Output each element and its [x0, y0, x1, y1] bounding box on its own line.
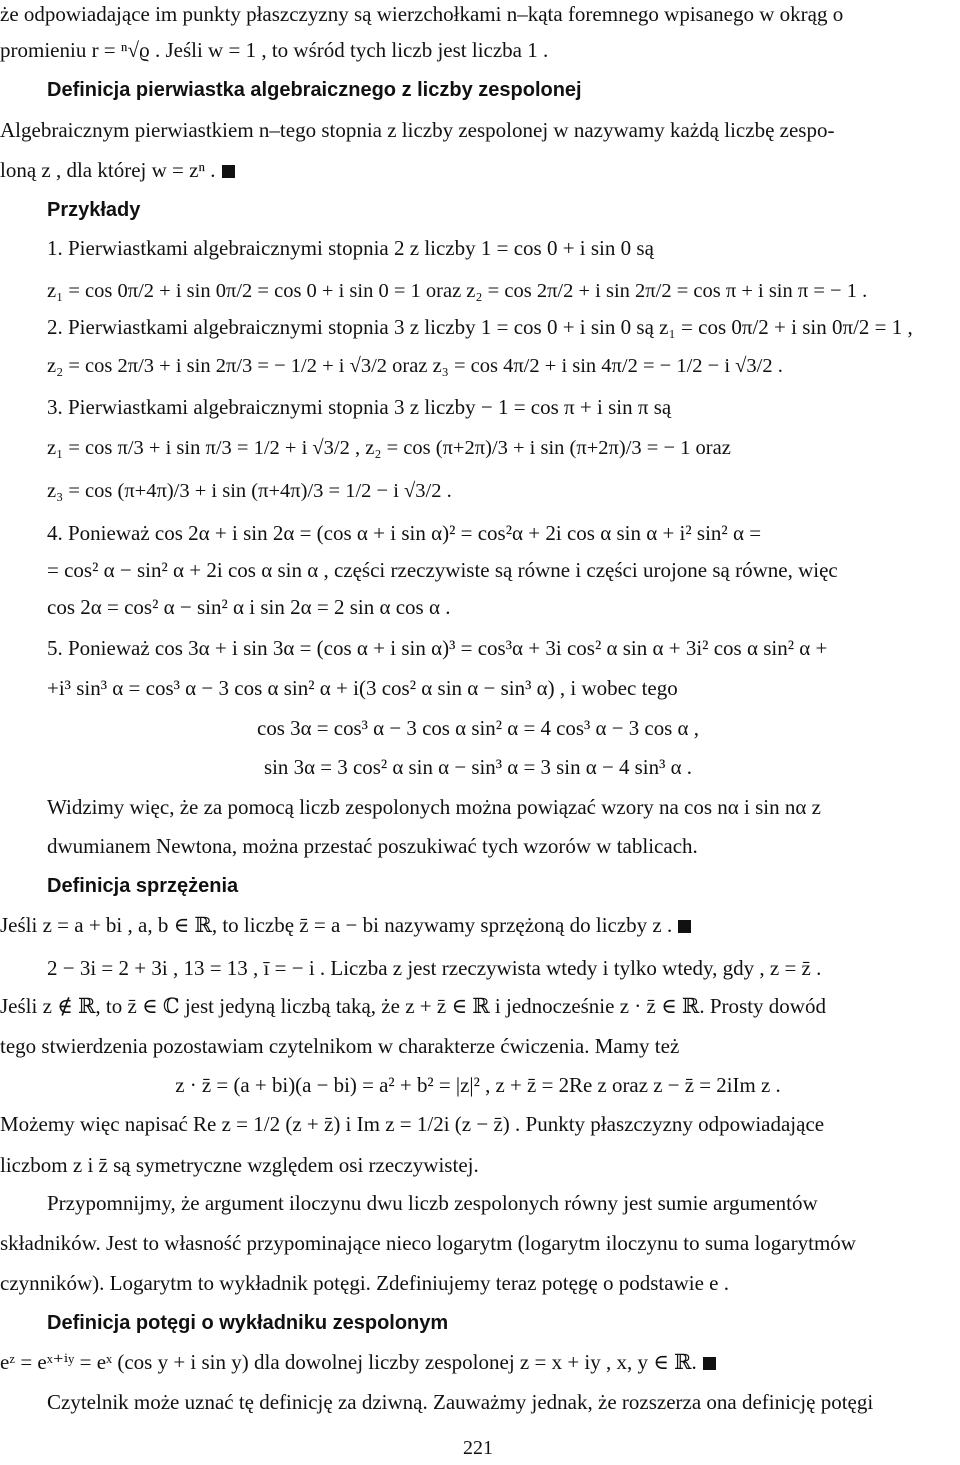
qed-square-icon: [703, 1357, 716, 1370]
paragraph-line: składników. Jest to własność przypominające nieco logarytm (logarytm iloczynu to suma logarytmów: [0, 1231, 856, 1255]
paragraph-line: Algebraicznym pierwiastkiem n–tego stopnia z liczby zespolonej w nazywamy każdą liczbę zespo-: [0, 118, 835, 142]
paragraph-line: czynników). Logarytm to wykładnik potęgi. Zdefiniujemy teraz potęgę o podstawie e .: [0, 1271, 729, 1295]
paragraph-line: Widzimy więc, że za pomocą liczb zespolonych można powiązać wzory na cos nα i sin nα z: [47, 795, 821, 819]
section-heading: Przykłady: [47, 199, 141, 221]
paragraph-line: Jeśli z = a + bi , a, b ∈ ℝ, to liczbę z̄ = a − bi nazywamy sprzężoną do liczby z .: [0, 911, 691, 939]
paragraph-line: że odpowiadające im punkty płaszczyzny są wierzchołkami n–kąta foremnego wpisanego w okrąg o: [0, 2, 844, 26]
paragraph-line: Jeśli z ∉ ℝ, to z̄ ∈ ℂ jest jedyną liczbą taką, że z + z̄ ∈ ℝ i jednocześnie z · z̄ ∈ ℝ. Prosty dowód: [0, 994, 826, 1018]
qed-square-icon: [222, 165, 235, 178]
example-line: 3. Pierwiastkami algebraicznymi stopnia 3 z liczby − 1 = cos π + i sin π są: [47, 395, 672, 419]
paragraph-line: tego stwierdzenia pozostawiam czytelnikom w charakterze ćwiczenia. Mamy też: [0, 1034, 680, 1058]
paragraph-line: Przypomnijmy, że argument iloczynu dwu liczb zespolonych równy jest sumie argumentów: [47, 1191, 818, 1215]
formula-line: z₃ = cos (π+4π)/3 + i sin (π+4π)/3 = 1/2 − i √3/2 .: [47, 480, 452, 502]
page-number: 221: [463, 1437, 493, 1459]
formula-line: z₂ = cos 2π/3 + i sin 2π/3 = − 1/2 + i √3/2 oraz z₃ = cos 4π/2 + i sin 4π/2 = − 1/2 − i √3/2 .: [47, 355, 783, 377]
example-line: 2. Pierwiastkami algebraicznymi stopnia 3 z liczby 1 = cos 0 + i sin 0 są z₁ = cos 0π/2 + i sin 0π/2 = 1 ,: [47, 315, 913, 339]
paragraph-line: loną z , dla której w = zⁿ .: [0, 156, 235, 184]
example-line: = cos² α − sin² α + 2i cos α sin α , części rzeczywiste są równe i części urojone są równe, więc: [47, 558, 838, 582]
paragraph-line: Czytelnik może uznać tę definicję za dziwną. Zauważmy jednak, że rozszerza ona definicję potęgi: [47, 1390, 874, 1414]
display-formula: z · z̄ = (a + bi)(a − bi) = a² + b² = |z|² , z + z̄ = 2Re z oraz z − z̄ = 2iIm z .: [175, 1073, 781, 1097]
display-formula: sin 3α = 3 cos² α sin α − sin³ α = 3 sin α − 4 sin³ α .: [263, 755, 692, 779]
section-heading: Definicja pierwiastka algebraicznego z liczby zespolonej: [47, 79, 582, 101]
paragraph-line: promieniu r = ⁿ√ϱ . Jeśli w = 1 , to wśród tych liczb jest liczba 1 .: [0, 38, 549, 62]
section-heading: Definicja potęgi o wykładniku zespolonym: [47, 1312, 449, 1334]
example-line: 1. Pierwiastkami algebraicznymi stopnia 2 z liczby 1 = cos 0 + i sin 0 są: [47, 236, 654, 260]
formula-line: z₁ = cos 0π/2 + i sin 0π/2 = cos 0 + i sin 0 = 1 oraz z₂ = cos 2π/2 + i sin 2π/2 = cos π + i sin π = − 1 .: [47, 280, 868, 302]
paragraph-line: liczbom z i z̄ są symetryczne względem osi rzeczywistej.: [0, 1153, 479, 1177]
formula-line: z₁ = cos π/3 + i sin π/3 = 1/2 + i √3/2 , z₂ = cos (π+2π)/3 + i sin (π+2π)/3 = − 1 oraz: [47, 437, 731, 459]
paragraph-line: dwumianem Newtona, można przestać poszukiwać tych wzorów w tablicach.: [47, 834, 698, 858]
qed-square-icon: [678, 920, 691, 933]
example-line: 4. Ponieważ cos 2α + i sin 2α = (cos α + i sin α)² = cos²α + 2i cos α sin α + i² sin² α =: [47, 521, 762, 545]
section-heading: Definicja sprzężenia: [47, 875, 239, 897]
paragraph-line: 2 − 3i = 2 + 3i , 13 = 13 , ī = − i . Liczba z jest rzeczywista wtedy i tylko wtedy, gdy , z = z̄ .: [47, 956, 822, 980]
paragraph-line: Możemy więc napisać Re z = 1/2 (z + z̄) i Im z = 1/2i (z − z̄) . Punkty płaszczyzny odpowiadające: [0, 1112, 825, 1136]
paragraph-line: eᶻ = eˣ⁺ⁱʸ = eˣ (cos y + i sin y) dla dowolnej liczby zespolonej z = x + iy , x, y ∈ ℝ.: [0, 1348, 716, 1376]
example-line: cos 2α = cos² α − sin² α i sin 2α = 2 sin α cos α .: [47, 595, 451, 619]
example-line: +i³ sin³ α = cos³ α − 3 cos α sin² α + i(3 cos² α sin α − sin³ α) , i wobec tego: [47, 676, 678, 700]
display-formula: cos 3α = cos³ α − 3 cos α sin² α = 4 cos³ α − 3 cos α ,: [257, 716, 699, 740]
example-line: 5. Ponieważ cos 3α + i sin 3α = (cos α + i sin α)³ = cos³α + 3i cos² α sin α + 3i² cos α sin² α +: [47, 636, 828, 660]
